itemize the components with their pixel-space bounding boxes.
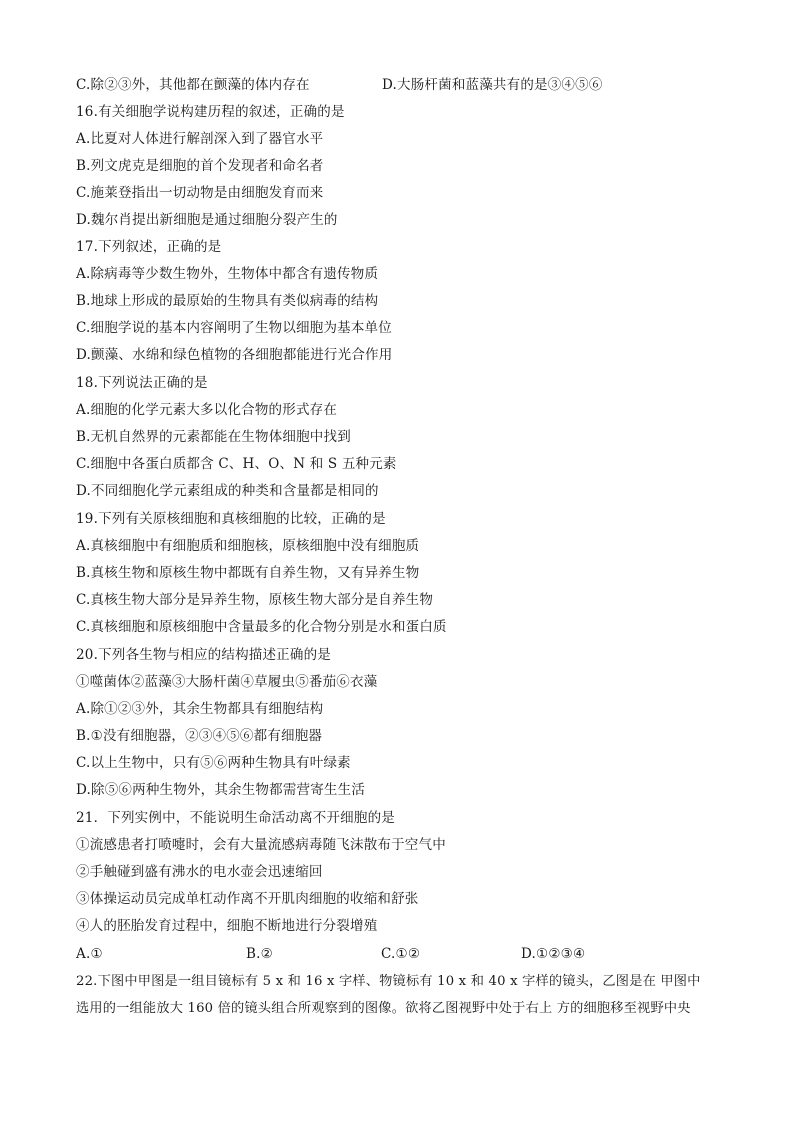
question-20-option-b: B.①没有细胞器，②③④⑤⑥都有细胞器 (76, 728, 323, 744)
question-16-option-c: C.施莱登指出一切动物是由细胞发育而来 (76, 185, 324, 201)
question-21-option-b: B.② (246, 946, 273, 962)
question-17-option-c: C.细胞学说的基本内容阐明了生物以细胞为基本单位 (76, 320, 392, 336)
question-17-option-b: B.地球上形成的最原始的生物具有类似病毒的结构 (76, 293, 379, 309)
question-20-organism-list: ①噬菌体②蓝藻③大肠杆菌④草履虫⑤番茄⑥衣藻 (76, 674, 378, 690)
question-17-stem: 17.下列叙述，正确的是 (76, 239, 222, 255)
question-21-option-c: C.①② (381, 946, 421, 962)
question-16-option-b: B.列文虎克是细胞的首个发现者和命名者 (76, 158, 324, 174)
question-18-option-c: C.细胞中各蛋白质都含 C、H、O、N 和 S 五种元素 (76, 456, 397, 472)
question-19-stem: 19.下列有关原核细胞和真核细胞的比较，正确的是 (76, 511, 386, 527)
question-16-option-d: D.魏尔肖提出新细胞是通过细胞分裂产生的 (76, 212, 338, 228)
question-19-option-a: A.真核细胞中有细胞质和细胞核，原核细胞中没有细胞质 (76, 538, 420, 554)
question-22-line-1: 22.下图中甲图是一组目镜标有 5 x 和 16 x 字样、物镜标有 10 x 和 40 x 字样的镜头，乙图是在 甲图中 (76, 974, 701, 989)
question-19-option-c-second: C.真核细胞和原核细胞中含量最多的化合物分别是水和蛋白质 (76, 619, 447, 635)
question-21-option-a: A.① (76, 946, 103, 962)
question-22-line-2: 选用的一组能放大 160 倍的镜头组合所观察到的图像。欲将乙图视野中处于右上 方的细胞移至视野中央 (76, 1001, 691, 1016)
question-20-option-a: A.除①②③外，其余生物都具有细胞结构 (76, 701, 324, 717)
question-20-option-c: C.以上生物中，只有⑤⑥两种生物具有叶绿素 (76, 755, 351, 771)
question-21-stem: 21．下列实例中，不能说明生命活动离不开细胞的是 (76, 810, 395, 826)
question-20-option-d: D.除⑤⑥两种生物外，其余生物都需营寄生生活 (76, 782, 366, 798)
option-c-top: C.除②③外，其他都在颤藻的体内存在 (76, 77, 310, 93)
question-18-option-a: A.细胞的化学元素大多以化合物的形式存在 (76, 402, 338, 418)
question-21-option-d: D.①②③④ (521, 946, 586, 962)
question-18-stem: 18.下列说法正确的是 (76, 375, 208, 391)
option-d-top: D.大肠杆菌和蓝藻共有的是③④⑤⑥ (382, 77, 603, 93)
question-20-stem: 20.下列各生物与相应的结构描述正确的是 (76, 647, 331, 663)
question-16-stem: 16.有关细胞学说构建历程的叙述，正确的是 (76, 104, 345, 120)
question-21-item-1: ①流感患者打喷嚏时，会有大量流感病毒随飞沫散布于空气中 (76, 837, 446, 853)
question-19-option-b: B.真核生物和原核生物中都既有自养生物，又有异养生物 (76, 565, 420, 581)
question-17-option-d: D.颤藻、水绵和绿色植物的各细胞都能进行光合作用 (76, 347, 393, 363)
question-16-option-a: A.比夏对人体进行解剖深入到了器官水平 (76, 131, 324, 147)
question-18-option-d: D.不同细胞化学元素组成的种类和含量都是相同的 (76, 483, 379, 499)
question-21-item-4: ④人的胚胎发育过程中，细胞不断地进行分裂增殖 (76, 918, 378, 934)
question-18-option-b: B.无机自然界的元素都能在生物体细胞中找到 (76, 429, 351, 445)
question-21-item-3: ③体操运动员完成单杠动作离不开肌肉细胞的收缩和舒张 (76, 891, 419, 907)
question-21-item-2: ②手触碰到盛有沸水的电水壶会迅速缩回 (76, 864, 323, 880)
question-19-option-c: C.真核生物大部分是异养生物，原核生物大部分是自养生物 (76, 592, 434, 608)
question-17-option-a: A.除病毒等少数生物外，生物体中都含有遗传物质 (76, 266, 379, 282)
